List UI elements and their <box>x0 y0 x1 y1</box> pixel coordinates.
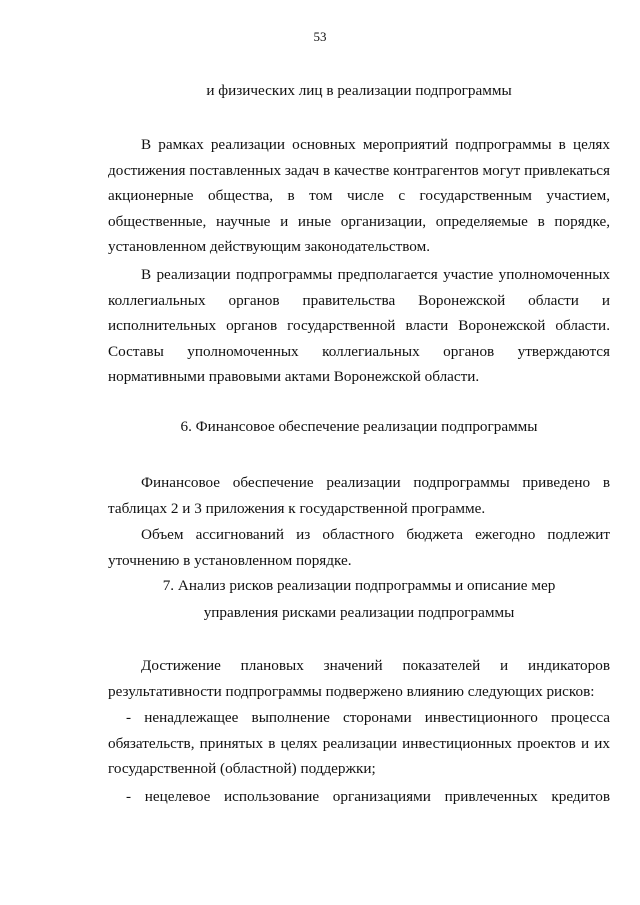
paragraph-line: таблицах 2 и 3 приложения к государственной программе. <box>108 499 486 517</box>
paragraph-line: коллегиальных органов правительства Воронежской области и <box>108 291 610 309</box>
heading-line: управления рисками реализации подпрограммы <box>203 604 515 621</box>
paragraph-line: В реализации подпрограммы предполагается участие уполномоченных <box>141 266 610 283</box>
paragraph-line: уточнению в установленном порядке. <box>108 551 352 569</box>
paragraph-line: - ненадлежащее выполнение сторонами инвестиционного процесса <box>126 709 610 726</box>
paragraph-risks-intro <box>108 653 610 704</box>
page-number: 53 <box>313 29 327 44</box>
paragraph-line: исполнительных органов государственной власти Воронежской области. <box>108 317 610 334</box>
section-heading-continuation: и физических лиц в реализации подпрограммы <box>206 82 512 99</box>
paragraph-line: установленном действующим законодательством. <box>108 238 431 255</box>
paragraph-contractors <box>108 132 610 260</box>
paragraph-financing <box>108 470 610 521</box>
paragraph-line: Объем ассигнований из областного бюджета ежегодно подлежит <box>141 526 610 543</box>
paragraph-line: Финансовое обеспечение реализации подпрограммы приведено в <box>141 474 610 491</box>
paragraph-line: - нецелевое использование организациями привлеченных кредитов <box>126 788 610 805</box>
paragraph-participants <box>108 262 610 390</box>
paragraph-line: государственной (областной) поддержки; <box>108 760 376 777</box>
paragraph-line: общественные, научные и иные организации, определяемые в порядке, <box>108 212 610 230</box>
paragraph-line: В рамках реализации основных мероприятий подпрограммы в целях <box>141 136 610 153</box>
section-heading-6: 6. Финансовое обеспечение реализации подпрограммы <box>180 418 538 435</box>
paragraph-line: нормативными правовыми актами Воронежской области. <box>108 368 480 385</box>
paragraph-line: акционерные общества, в том числе с государственным участием, <box>108 187 610 204</box>
section-heading-7 <box>108 572 610 626</box>
paragraph-line: Составы уполномоченных коллегиальных органов утверждаются <box>108 342 610 360</box>
list-item-risk-2 <box>108 784 610 810</box>
paragraph-budget <box>108 522 610 573</box>
paragraph-line: результативности подпрограммы подвержено влиянию следующих рисков: <box>108 682 595 700</box>
paragraph-line: Достижение плановых значений показателей и индикаторов <box>141 657 610 674</box>
heading-line: 7. Анализ рисков реализации подпрограммы и описание мер <box>162 577 556 594</box>
paragraph-line: достижения поставленных задач в качестве контрагентов могут привлекаться <box>108 161 610 179</box>
paragraph-line: обязательств, принятых в целях реализации инвестиционных проектов и их <box>108 734 610 752</box>
list-item-risk-1 <box>108 705 610 782</box>
